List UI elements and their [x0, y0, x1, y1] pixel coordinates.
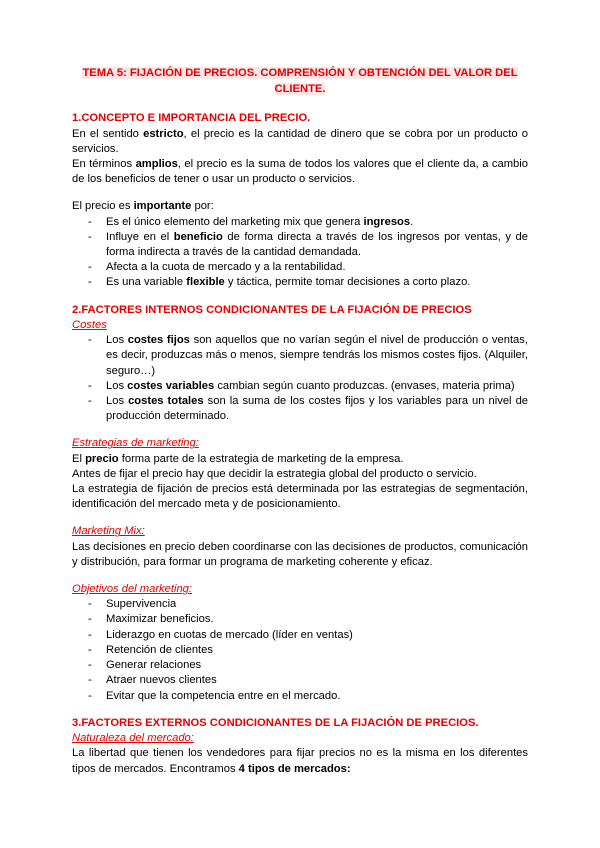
- title-text: TEMA 5: FIJACIÓN DE PRECIOS. COMPRENSIÓN Y OBTENCIÓN DEL VALOR DEL CLIENTE.: [82, 67, 518, 95]
- list-item: - Afecta a la cuota de mercado y a la rentabilidad.: [72, 260, 528, 275]
- list-item: - Es el único elemento del marketing mix que genera ingresos.: [72, 215, 528, 230]
- list-item: - Es una variable flexible y táctica, permite tomar decisiones a corto plazo.: [72, 275, 528, 290]
- section-3-heading: 3.FACTORES EXTERNOS CONDICIONANTES DE LA FIJACIÓN DE PRECIOS.: [72, 716, 479, 729]
- section-2-heading: 2.FACTORES INTERNOS CONDICIONANTES DE LA FIJACIÓN DE PRECIOS: [72, 303, 472, 316]
- document-title: [72, 66, 528, 97]
- subsection-estrategias: Estrategias de marketing:: [72, 437, 199, 450]
- paragraph-estricto: En el sentido estricto, el precio es la cantidad de dinero que se cobra por un producto o servicios.: [72, 127, 528, 155]
- list-item: - Retención de clientes: [72, 643, 528, 658]
- paragraph-importante: El precio es importante por:: [72, 200, 214, 213]
- costes-list: [72, 333, 528, 424]
- list-item: - Evitar que la competencia entre en el mercado.: [72, 689, 528, 704]
- list-item: - Los costes totales son la suma de los costes fijos y los variables para un nivel de producción determinado.: [72, 394, 528, 424]
- list-item: - Supervivencia: [72, 597, 528, 612]
- list-item: - Los costes fijos son aquellos que no varían según el nivel de producción o ventas, es decir, produzcas más o menos, siempre tendrás los mismos costes fijos. (Alquiler, seguro…): [72, 333, 528, 379]
- paragraph-amplios: En términos amplios, el precio es la suma de todos los valores que el cliente da, a cambio de los beneficios de tener o usar un producto o servicios.: [72, 157, 528, 186]
- list-item: - Liderazgo en cuotas de mercado (líder en ventas): [72, 628, 528, 643]
- subsection-naturaleza: Naturaleza del mercado:: [72, 732, 194, 745]
- paragraph-estrategia-fijacion: La estrategia de fijación de precios está determinada por las estrategias de segmentación, identificación del mercado meta y de posicionamiento.: [72, 483, 528, 511]
- list-item: - Generar relaciones: [72, 658, 528, 673]
- subsection-marketing-mix: Marketing Mix:: [72, 525, 145, 538]
- document-page: [72, 66, 528, 777]
- list-item: - Atraer nuevos clientes: [72, 673, 528, 688]
- list-item: - Influye en el beneficio de forma directa a través de los ingresos por ventas, y de forma indirecta a través de la cantidad demandada.: [72, 230, 528, 260]
- list-item: - Maximizar beneficios.: [72, 612, 528, 627]
- list-item: - Los costes variables cambian según cuanto produzcas. (envases, materia prima): [72, 379, 528, 394]
- subsection-objetivos: Objetivos del marketing:: [72, 583, 193, 596]
- section-1-heading: 1.CONCEPTO E IMPORTANCIA DEL PRECIO.: [72, 112, 311, 124]
- subsection-costes: Costes: [72, 319, 107, 332]
- paragraph-precio: El precio forma parte de la estrategia de marketing de la empresa.: [72, 452, 404, 465]
- paragraph-naturaleza: La libertad que tienen los vendedores para fijar precios no es la misma en los diferentes tipos de mercados. Encontramos 4 tipos de mercados:: [72, 747, 528, 775]
- importance-list: [72, 215, 528, 291]
- objetivos-list: [72, 597, 528, 703]
- paragraph-marketing-mix: Las decisiones en precio deben coordinarse con las decisiones de productos, comunicación y distribución, para formar un programa de marketing coherente y eficaz.: [72, 540, 528, 568]
- paragraph-estrategia-global: Antes de fijar el precio hay que decidir la estrategia global del producto o servicio.: [72, 467, 477, 480]
